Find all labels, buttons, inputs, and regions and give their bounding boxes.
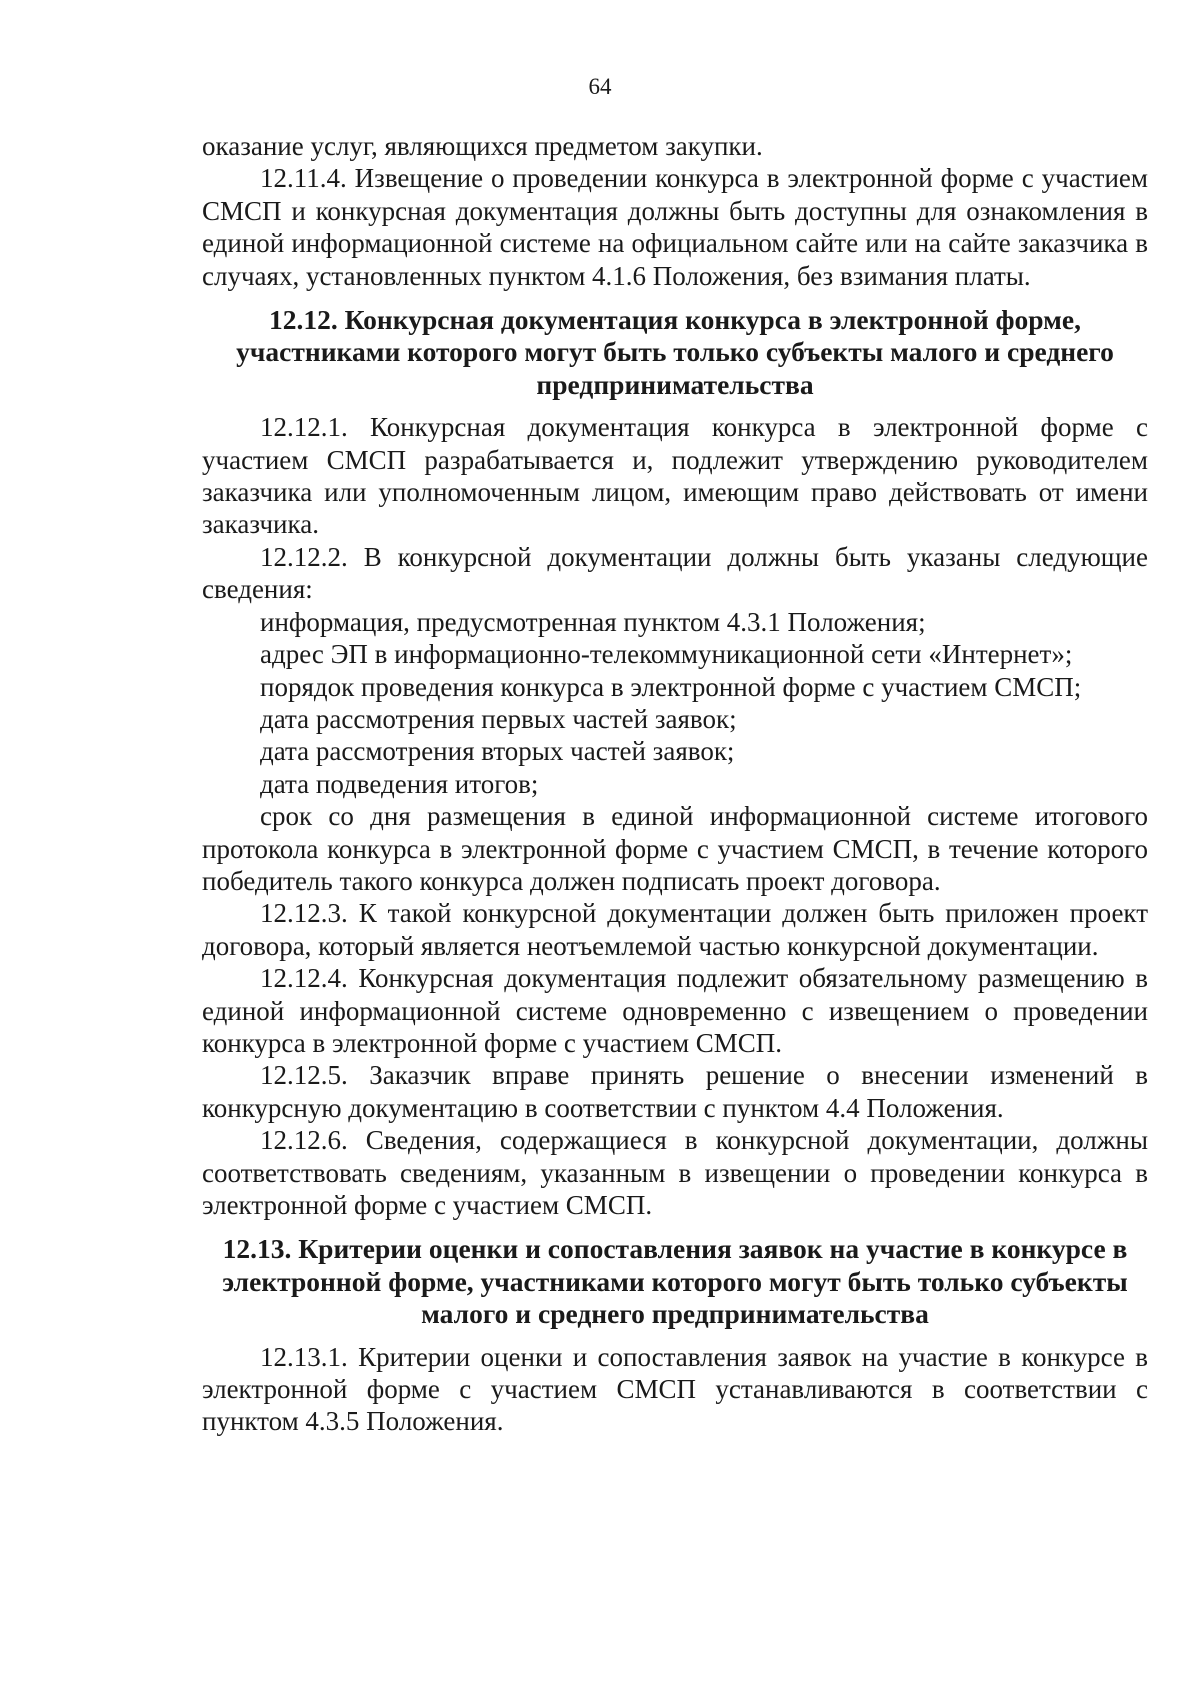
paragraph-12-11-4: 12.11.4. Извещение о проведении конкурса в электронной форме с участием СМСП и конкурсная документация должны быть доступны для ознакомления в единой информационной системе на официальном сайте или на сайте заказчика в случаях, установленных пунктом 4.1.6 Положения, без взимания платы. (202, 163, 1148, 291)
list-item: информация, предусмотренная пунктом 4.3.1 Положения; (260, 606, 926, 637)
paragraph-12-13-1: 12.13.1. Критерии оценки и сопоставления заявок на участие в конкурсе в электронной форме с участием СМСП устанавливаются в соответствии с пунктом 4.3.5 Положения. (202, 1341, 1148, 1437)
paragraph-continuation: оказание услуг, являющихся предметом закупки. (202, 131, 763, 161)
page-content (202, 130, 1148, 1438)
paragraph-12-12-2: 12.12.2. В конкурсной документации должны быть указаны следующие сведения: (202, 541, 1148, 605)
paragraph-12-12-1: 12.12.1. Конкурсная документация конкурса в электронной форме с участием СМСП разрабатывается и, подлежит утверждению руководителем заказчика или уполномоченным лицом, имеющим право действовать от имени заказчика. (202, 412, 1148, 540)
paragraph-12-12-5: 12.12.5. Заказчик вправе принять решение о внесении изменений в конкурсную документацию в соответствии с пунктом 4.4 Положения. (202, 1060, 1148, 1123)
list-item: дата подведения итогов; (260, 768, 539, 799)
list-item: адрес ЭП в информационно-телекоммуникационной сети «Интернет»; (260, 639, 1073, 670)
list-item: дата рассмотрения первых частей заявок; (260, 703, 737, 734)
heading-12-12: 12.12. Конкурсная документация конкурса в электронной форме, участниками которого могут быть только субъекты малого и среднего предпринимательства (236, 304, 1114, 400)
paragraph-12-12-3: 12.12.3. К такой конкурсной документации должен быть приложен проект договора, который является неотъемлемой частью конкурсной документации. (202, 898, 1148, 961)
list-item-last: срок со дня размещения в единой информационной системе итогового протокола конкурса в электронной форме с участием СМСП, в течение которого победитель такого конкурса должен подписать проект договора. (202, 801, 1148, 896)
paragraph-12-12-6: 12.12.6. Сведения, содержащиеся в конкурсной документации, должны соответствовать сведениям, указанным в извещении о проведении конкурса в электронной форме с участием СМСП. (202, 1125, 1148, 1220)
paragraph-12-12-4: 12.12.4. Конкурсная документация подлежит обязательному размещению в единой информационной системе одновременно с извещением о проведении конкурса в электронной форме с участием СМСП. (202, 963, 1148, 1058)
list-item: дата рассмотрения вторых частей заявок; (260, 736, 735, 767)
list-item: порядок проведения конкурса в электронной форме с участием СМСП; (260, 671, 1082, 702)
page-number: 64 (588, 74, 612, 99)
heading-12-13: 12.13. Критерии оценки и сопоставления заявок на участие в конкурсе в электронной форме, участниками которого могут быть только субъекты малого и среднего предпринимательства (222, 1233, 1128, 1330)
